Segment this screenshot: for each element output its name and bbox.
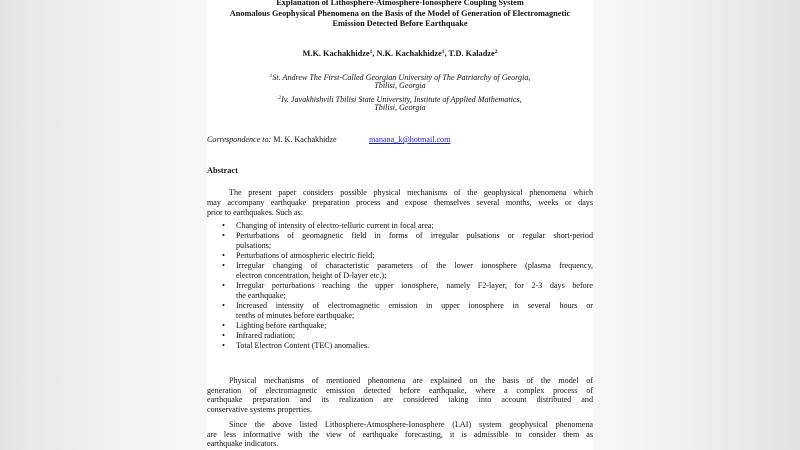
abstract-paragraph-line: conservative systems properties. (207, 404, 312, 414)
bullet-marker: • (222, 249, 225, 260)
bullet-marker: • (222, 339, 225, 350)
affiliation-2-line-2: Tbilisi, Georgia (374, 103, 426, 112)
bullet-item-line: pulsations; (236, 240, 272, 250)
affiliation-1-line-1: $^1$St. Andrew The First-Called Georgian University of The Patriarchy of Georgia, (269, 73, 531, 82)
paper-title-line-2: Anomalous Geophysical Phenomena on the Basis of the Model of Generation of Electromagnetic (229, 9, 571, 18)
correspondence-label: Correspondence to: (207, 135, 272, 144)
bullet-marker: • (222, 229, 225, 240)
bullet-item-line: the earthquake; (236, 290, 286, 300)
abstract-paragraph-line: generation of electromagnetic emission detected before earthquake, where a complex process of (207, 385, 593, 395)
correspondence-line (207, 135, 337, 144)
bullet-item-line: Increased intensity of electromagnetic emission in upper ionosphere in several hours or (236, 300, 593, 310)
bullet-item-line: Irregular changing of characteristic parameters of the lower ionosphere (plasma frequency, (236, 260, 593, 270)
bullet-marker: • (222, 319, 225, 330)
document-page (207, 0, 593, 450)
abstract-paragraph-line: earthquake preparation and its realization are considered taking into account distributed and (207, 395, 593, 405)
bullet-marker: • (222, 259, 225, 270)
bullet-item-line: Infrared radiation; (236, 330, 296, 340)
abstract-heading: Abstract (207, 166, 238, 175)
bullet-marker: • (222, 299, 225, 310)
author-name: T.D. Kaladze (448, 49, 495, 58)
bullet-item-line: Irregular perturbations reaching the upper ionosphere, namely F2-layer, for 2-3 days before (236, 280, 593, 290)
bullet-item-line: electron concentration, height of D-layer etc.); (236, 270, 387, 280)
bullet-marker: • (222, 329, 225, 340)
correspondence-email-wrap (369, 135, 450, 144)
affiliation-1-line-2: Tbilisi, Georgia (374, 81, 426, 90)
abstract-paragraph-line: Since the above listed Lithosphere-Atmosphere-Ionosphere (LAI) system geophysical phenomena (229, 420, 593, 429)
backdrop-right (593, 0, 800, 450)
author-name: M.K. Kachakhidze (302, 49, 370, 58)
bullet-item-line: Total Electron Content (TEC) anomalies. (236, 340, 370, 350)
abstract-intro-line: The present paper considers possible physical mechanisms of the geophysical phenomena which (229, 188, 593, 197)
paper-title-line-1: Explanation of Lithosphere-Atmosphere-Ionosphere Coupling System (276, 0, 524, 7)
author-name: N.K. Kachakhidze (376, 49, 442, 58)
abstract-paragraph-line: are less informative with the view of earthquake forecasting, it is admissible to consider them as (207, 429, 593, 439)
correspondence-email-link[interactable]: manana_k@hotmail.com (369, 135, 451, 144)
abstract-intro-line: prior to earthquakes. Such as: (207, 208, 303, 217)
author-separator: , (372, 49, 377, 58)
author-affiliation-mark: 1 (369, 49, 373, 55)
abstract-paragraph-line: Physical mechanisms of mentioned phenomena are explained on the basis of the model of (229, 376, 593, 385)
bullet-marker: • (222, 279, 225, 290)
correspondence-name: M. K. Kachakhidze (273, 135, 337, 144)
author-affiliation-mark: 1 (441, 49, 445, 55)
abstract-paragraph-line: earthquake indicators. (207, 439, 279, 449)
affiliation-2-line-1: $^2$Iv. Javakhishvili Tbilisi State University, Institute of Applied Mathematics, (278, 95, 522, 104)
backdrop-left (0, 0, 207, 450)
bullet-item-line: Perturbations of geomagnetic field in forms of irregular pulsations or regular short-period (236, 230, 593, 240)
author-affiliation-mark: 2 (494, 49, 498, 55)
bullet-item-line: Perturbations of atmospheric electric field; (236, 250, 375, 260)
bullet-item-line: tenths of minutes before earthquake; (236, 310, 355, 320)
abstract-intro-line: may accompany earthquake preparation process and expose themselves several months, weeks or days (207, 198, 593, 207)
bullet-item-line: Lighting before earthquake; (236, 320, 327, 330)
author-separator: , (444, 49, 449, 58)
author-list (207, 49, 593, 58)
paper-title-line-3: Emission Detected Before Earthquake (332, 19, 468, 28)
bullet-item-line: Changing of intensity of electro-telluric current in focal area; (236, 220, 434, 230)
bullet-marker: • (222, 219, 225, 230)
